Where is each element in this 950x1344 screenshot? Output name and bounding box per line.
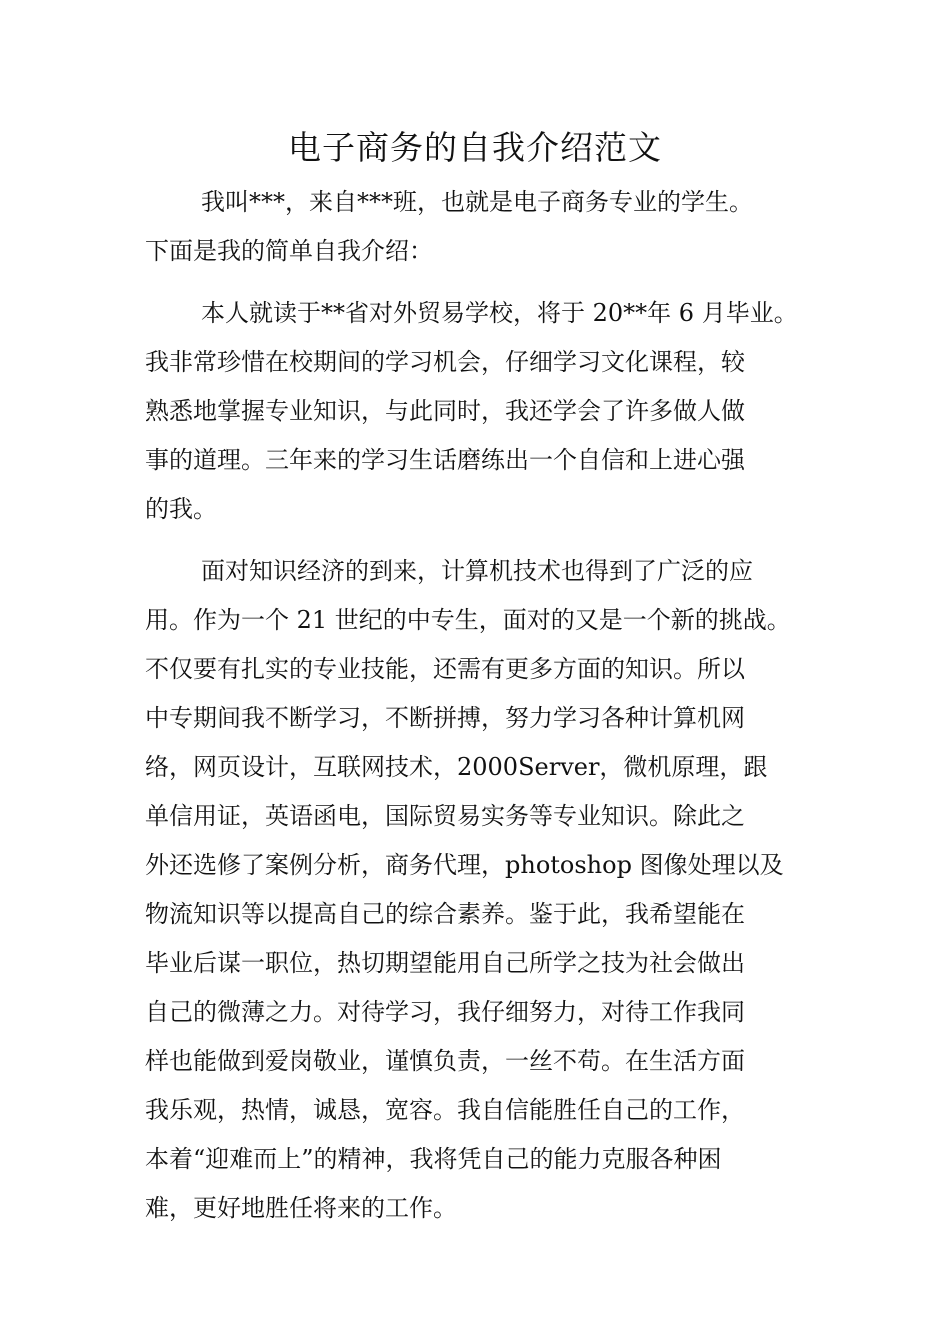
document-title: 电子商务的自我介绍范文 [288, 128, 662, 167]
text-line: 我非常珍惜在校期间的学习机会，仔细学习文化课程，较 [145, 348, 745, 376]
document-body [145, 178, 845, 1246]
text-line: 毕业后谋一职位，热切期望能用自己所学之技为社会做出 [145, 949, 745, 977]
text-line: 熟悉地掌握专业知识，与此同时，我还学会了许多做人做 [145, 397, 745, 425]
text-line: 络，网页设计，互联网技术，2000Server，微机原理，跟 [145, 753, 768, 781]
paragraph-skills [145, 547, 845, 1233]
text-line: 物流知识等以提高自己的综合素养。鉴于此，我希望能在 [145, 900, 745, 928]
text-line: 下面是我的简单自我介绍： [145, 237, 433, 265]
text-line: 本人就读于**省对外贸易学校，将于 20**年 6 月毕业。 [201, 299, 798, 327]
text-line: 外还选修了案例分析，商务代理，photoshop 图像处理以及 [145, 851, 784, 879]
paragraph-education [145, 289, 845, 534]
text-line: 中专期间我不断学习，不断拼搏，努力学习各种计算机网 [145, 704, 745, 732]
text-line: 难，更好地胜任将来的工作。 [145, 1194, 457, 1222]
text-line: 用。作为一个 21 世纪的中专生，面对的又是一个新的挑战。 [145, 606, 791, 634]
text-line: 单信用证，英语函电，国际贸易实务等专业知识。除此之 [145, 802, 745, 830]
text-line: 面对知识经济的到来，计算机技术也得到了广泛的应 [201, 557, 753, 585]
text-line: 本着“迎难而上”的精神，我将凭自己的能力克服各种困 [145, 1145, 722, 1173]
text-line: 不仅要有扎实的专业技能，还需有更多方面的知识。所以 [145, 655, 745, 683]
text-line: 我叫***，来自***班，也就是电子商务专业的学生。 [201, 188, 753, 216]
text-line: 样也能做到爱岗敬业，谨慎负责，一丝不苟。在生活方面 [145, 1047, 745, 1075]
text-line: 我乐观，热情，诚恳，宽容。我自信能胜任自己的工作， [145, 1096, 745, 1124]
paragraph-intro [145, 178, 845, 276]
text-line: 自己的微薄之力。对待学习，我仔细努力，对待工作我同 [145, 998, 745, 1026]
text-line: 的我。 [145, 495, 217, 523]
text-line: 事的道理。三年来的学习生话磨练出一个自信和上进心强 [145, 446, 745, 474]
